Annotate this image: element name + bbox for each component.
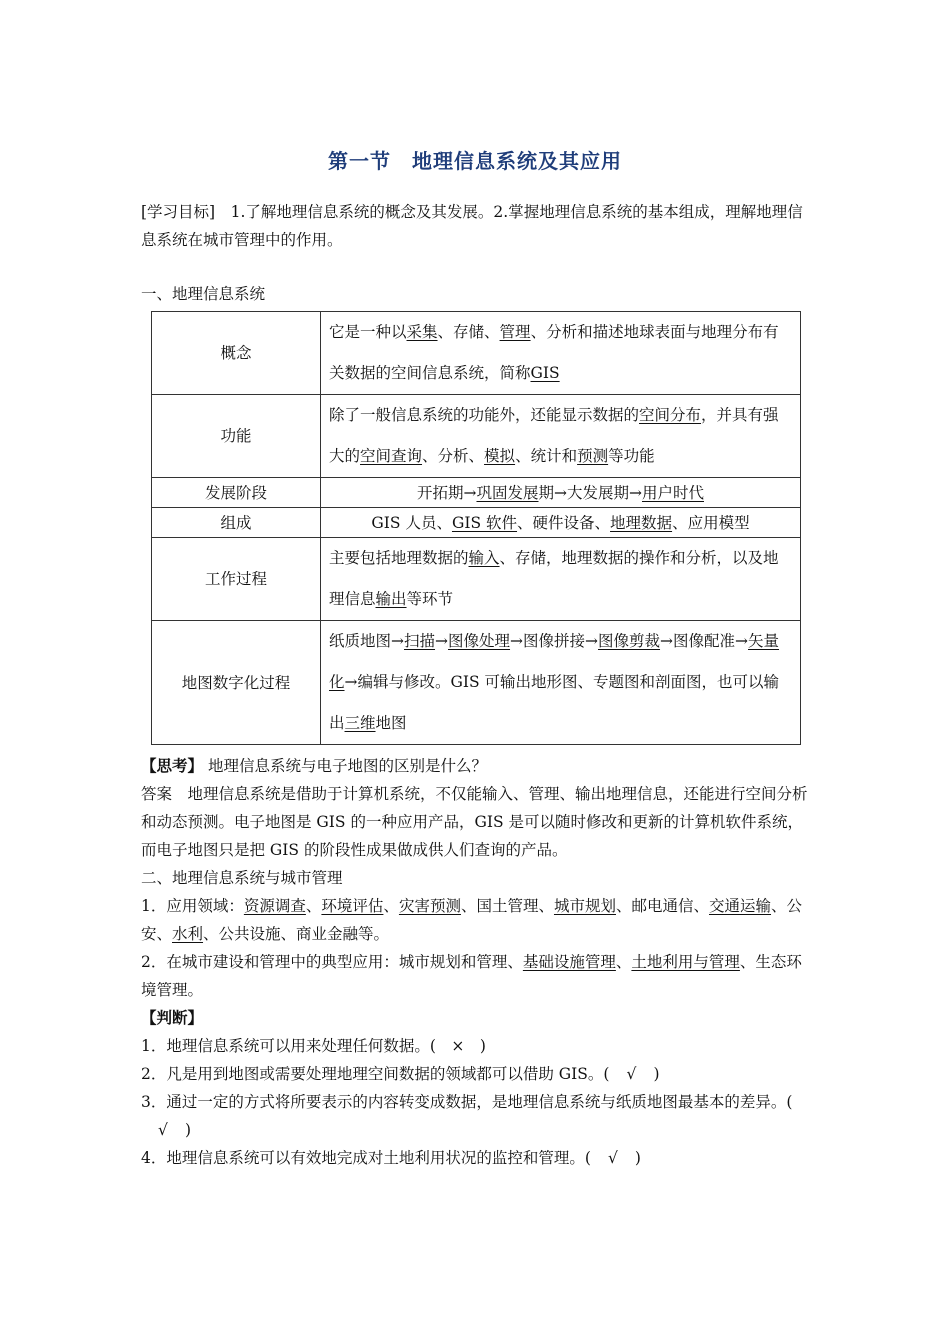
row-value: 它是一种以采集、存储、管理、分析和描述地球表面与地理分布有关数据的空间信息系统，简称GIS (321, 312, 801, 395)
row-value: 开拓期→巩固发展期→大发展期→用户时代 (321, 478, 801, 508)
row-key: 地图数字化过程 (152, 621, 321, 745)
row-key: 组成 (152, 508, 321, 538)
apps-item-1: 1．应用领域：资源调查、环境评估、灾害预测、国土管理、城市规划、邮电通信、交通运输、公安、水利、公共设施、商业金融等。 (141, 897, 803, 943)
row-value: 除了一般信息系统的功能外，还能显示数据的空间分布，并具有强大的空间查询、分析、模拟、统计和预测等功能 (321, 395, 801, 478)
judge-item: 4．地理信息系统可以有效地完成对土地利用状况的监控和管理。( √ ) (141, 1149, 641, 1167)
judge-item: 1．地理信息系统可以用来处理任何数据。( × ) (141, 1037, 486, 1055)
table-row (152, 312, 801, 395)
learning-goals-label: [学习目标] (141, 203, 216, 221)
row-key: 概念 (152, 312, 321, 395)
row-key: 功能 (152, 395, 321, 478)
think-question: 【思考】 地理信息系统与电子地图的区别是什么？ (141, 756, 487, 775)
judge-item: 3．通过一定的方式将所要表示的内容转变成数据，是地理信息系统与纸质地图最基本的差异。(√ ) (141, 1093, 793, 1139)
table-row (152, 508, 801, 538)
apps-item-2: 2．在城市建设和管理中的典型应用：城市规划和管理、基础设施管理、土地利用与管理、生态环境管理。 (141, 953, 802, 999)
section-heading-city: 二、地理信息系统与城市管理 (141, 869, 343, 887)
judge-item: 2．凡是用到地图或需要处理地理空间数据的领域都可以借助 GIS。( √ ) (141, 1065, 660, 1083)
table-row (152, 395, 801, 478)
page-title: 第一节 地理信息系统及其应用 (328, 149, 622, 173)
table-row (152, 538, 801, 621)
row-value: 纸质地图→扫描→图像处理→图像拼接→图像剪裁→图像配准→矢量化→编辑与修改。GIS 可输出地形图、专题图和剖面图，也可以输出三维地图 (321, 621, 801, 745)
think-answer: 答案 地理信息系统是借助于计算机系统，不仅能输入、管理、输出地理信息，还能进行空间分析和动态预测。电子地图是 GIS 的一种应用产品，GIS 是可以随时修改和更新的计算机软件系统，而电子地图只是把 GIS 的阶段性成果做成供人们查询的产品。 (141, 785, 808, 859)
row-key: 发展阶段 (152, 478, 321, 508)
row-key: 工作过程 (152, 538, 321, 621)
table-row (152, 478, 801, 508)
section-heading-gis: 一、地理信息系统 (141, 285, 266, 303)
learning-goals (141, 198, 811, 254)
gis-info-table (151, 311, 801, 745)
table-row (152, 621, 801, 745)
row-value: GIS 人员、GIS 软件、硬件设备、地理数据、应用模型 (321, 508, 801, 538)
judge-label: 【判断】 (141, 1008, 204, 1027)
row-value: 主要包括地理数据的输入、存储，地理数据的操作和分析，以及地理信息输出等环节 (321, 538, 801, 621)
learning-goals-text: 1.了解地理信息系统的概念及其发展。2.掌握地理信息系统的基本组成，理解地理信息系统在城市管理中的作用。 (141, 203, 803, 249)
answer-label: 答案 (141, 785, 173, 803)
think-label: 【思考】 (141, 756, 204, 775)
think-section (141, 752, 813, 1172)
